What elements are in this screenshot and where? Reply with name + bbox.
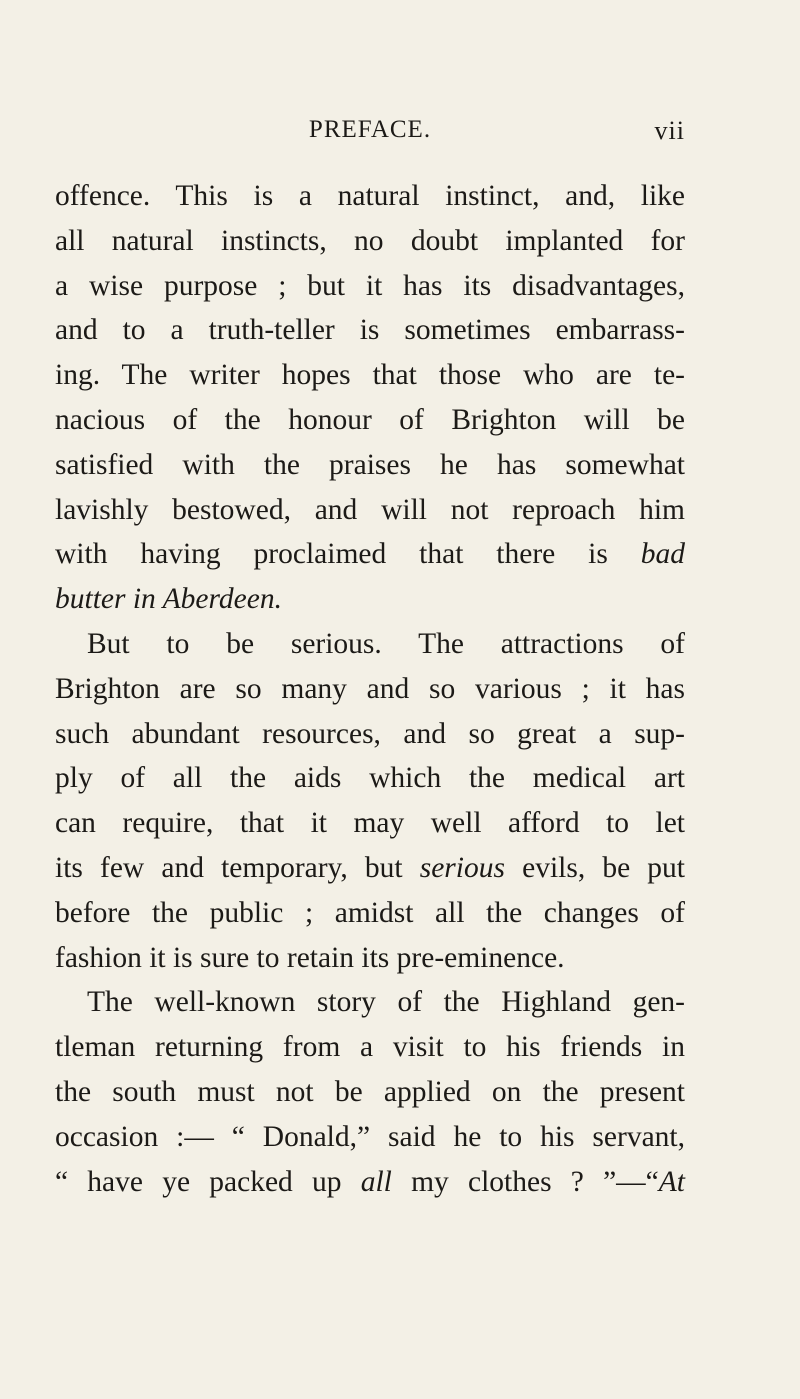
text-line xyxy=(55,443,685,488)
text-line xyxy=(55,846,685,891)
text-segment: the south must not be applied on the present xyxy=(55,1075,685,1108)
text-line xyxy=(55,488,685,533)
text-segment: and to a truth-teller is sometimes embarrass- xyxy=(55,314,685,347)
text-line xyxy=(55,308,685,353)
text-segment: ply of all the aids which the medical art xyxy=(55,762,685,795)
running-title: PREFACE. xyxy=(308,116,432,143)
text-line xyxy=(55,1070,685,1115)
text-segment: lavishly bestowed, and will not reproach him xyxy=(55,493,685,526)
text-segment: But to be serious. The attractions of xyxy=(87,627,685,660)
page-number: vii xyxy=(654,116,685,145)
text-segment: satisfied with the praises he has somewhat xyxy=(55,448,685,481)
italic-text: bad xyxy=(640,538,685,571)
italic-text: serious xyxy=(419,851,505,884)
text-line xyxy=(55,936,685,981)
text-line xyxy=(55,353,685,398)
text-segment: evils, be put xyxy=(504,851,685,884)
running-head xyxy=(55,116,685,156)
text-segment: all natural instincts, no doubt implanted for xyxy=(55,224,685,257)
text-segment: such abundant resources, and so great a sup- xyxy=(55,717,685,750)
text-segment: occasion :— “ Donald,” said he to his servant, xyxy=(55,1120,685,1153)
text-line xyxy=(55,577,685,622)
text-line xyxy=(55,712,685,757)
text-line xyxy=(55,174,685,219)
text-segment: “ have ye packed up xyxy=(55,1165,361,1198)
text-line xyxy=(55,1115,685,1160)
italic-text: At xyxy=(658,1165,685,1198)
text-segment: a wise purpose ; but it has its disadvantages, xyxy=(55,269,685,302)
text-line xyxy=(55,532,685,577)
italic-text: all xyxy=(360,1165,392,1198)
text-segment: its few and temporary, but xyxy=(55,851,420,884)
text-line xyxy=(55,756,685,801)
text-segment: nacious of the honour of Brighton will be xyxy=(55,403,685,436)
text-line xyxy=(55,801,685,846)
text-segment: offence. This is a natural instinct, and, like xyxy=(55,180,685,212)
text-segment: ing. The writer hopes that those who are te- xyxy=(55,359,685,392)
text-line xyxy=(55,667,685,712)
text-segment: fashion it is sure to retain its pre-eminence. xyxy=(55,941,565,974)
text-line xyxy=(55,622,685,667)
body-text xyxy=(55,174,685,1204)
text-segment: Brighton are so many and so various ; it has xyxy=(55,672,685,705)
text-line xyxy=(55,1160,685,1205)
text-segment: before the public ; amidst all the changes of xyxy=(55,896,685,929)
text-line xyxy=(55,1025,685,1070)
text-line xyxy=(55,264,685,309)
text-segment: tleman returning from a visit to his friends in xyxy=(55,1031,685,1064)
text-segment: The well-known story of the Highland gen- xyxy=(87,986,685,1019)
text-segment: can require, that it may well afford to let xyxy=(55,807,685,840)
text-line xyxy=(55,891,685,936)
text-segment: with having proclaimed that there is xyxy=(55,538,641,571)
text-line xyxy=(55,398,685,443)
italic-text: butter in Aberdeen. xyxy=(55,583,282,616)
text-line xyxy=(55,219,685,264)
text-segment: my clothes ? ”—“ xyxy=(391,1165,659,1198)
text-line xyxy=(55,980,685,1025)
